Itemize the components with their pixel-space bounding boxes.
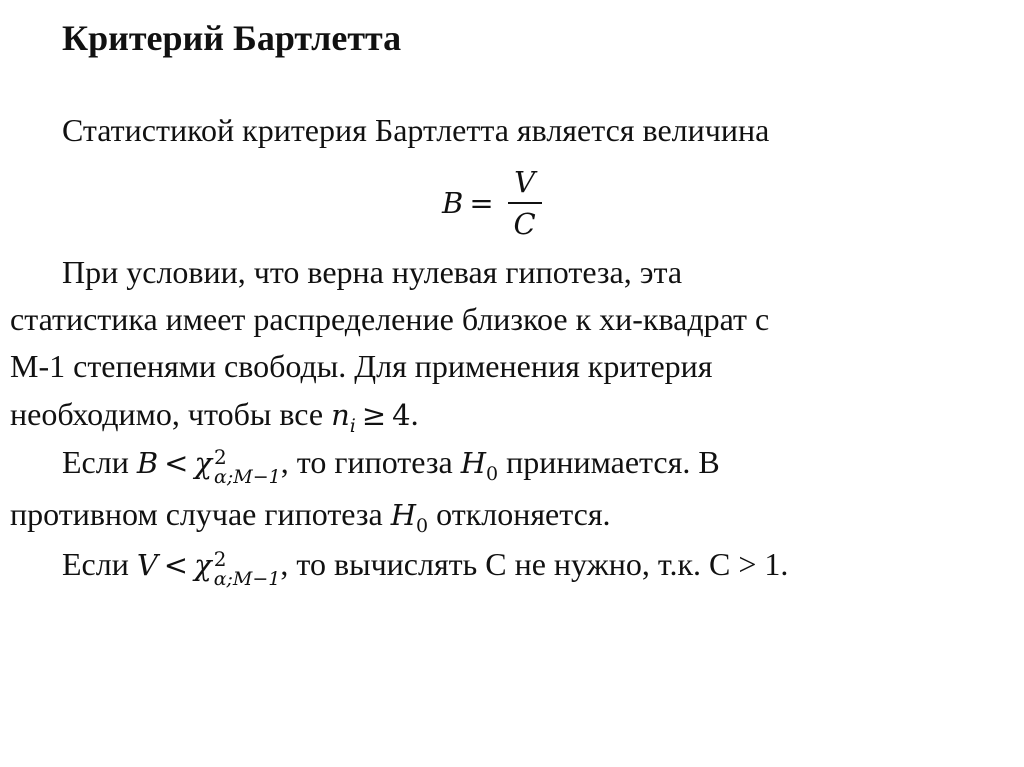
fraction-bar bbox=[508, 202, 542, 204]
rule2-chi: χ bbox=[194, 548, 212, 582]
bartlett-formula bbox=[442, 158, 542, 248]
para1-line2: статистика имеет распределение близкое к хи-квадрат с bbox=[10, 301, 770, 337]
para1-line1: При условии, что верна нулевая гипотеза, эта bbox=[62, 254, 683, 290]
formula-denominator: C bbox=[513, 207, 536, 241]
rule1-chi-sup: 2 bbox=[214, 445, 227, 469]
rule1-h-sub: 0 bbox=[485, 463, 499, 485]
var-n-subscript: i bbox=[349, 415, 356, 437]
rule2-var: V bbox=[136, 548, 158, 582]
rule1-chi-sub: α;M−1 bbox=[214, 466, 281, 488]
rule1-end: принимается. В bbox=[498, 444, 720, 480]
value-4: 4 bbox=[392, 398, 411, 432]
rule1-cont-line bbox=[10, 494, 1010, 546]
var-n: n bbox=[331, 398, 350, 432]
rule2-chi-indices bbox=[214, 549, 281, 589]
formula-equals: = bbox=[469, 186, 494, 220]
rule2-chi-sub: α;M−1 bbox=[213, 568, 281, 590]
rule1-cont-end: отклоняется. bbox=[428, 496, 611, 532]
para1-line4 bbox=[10, 394, 1010, 446]
para1-line4-end: . bbox=[410, 396, 419, 432]
rule1-chi: χ bbox=[194, 446, 213, 480]
rule1-line bbox=[10, 442, 1024, 494]
intro-text: Статистикой критерия Бартлетта является величина bbox=[62, 112, 770, 148]
rule1-prefix: Если bbox=[62, 444, 137, 480]
slide-title: Критерий Бартлетта bbox=[62, 18, 402, 58]
formula-numerator: V bbox=[514, 165, 536, 199]
rule1-cont-h: H bbox=[390, 498, 417, 532]
rule2-line bbox=[10, 544, 1024, 589]
rule1-var: B bbox=[136, 446, 159, 480]
rule2-prefix: Если bbox=[62, 546, 137, 582]
rule1-h: H bbox=[460, 446, 486, 480]
para1-line3: М-1 степенями свободы. Для применения критерия bbox=[10, 348, 713, 384]
para1-line4-text: необходимо, чтобы все bbox=[10, 396, 332, 432]
formula-fraction bbox=[508, 164, 542, 242]
rule1-cont-h-sub: 0 bbox=[416, 515, 429, 537]
rule1-mid: , то гипотеза bbox=[280, 444, 461, 480]
rule2-chi-sup: 2 bbox=[213, 547, 227, 571]
rule1-chi-indices bbox=[214, 447, 281, 487]
rule1-cont-prefix: противном случае гипотеза bbox=[10, 496, 391, 532]
rule2-end: , то вычислять С не нужно, т.к. С > 1. bbox=[280, 546, 789, 582]
rule2-less-than: < bbox=[163, 548, 189, 582]
rule1-less-than: < bbox=[164, 446, 189, 480]
formula-lhs: B bbox=[442, 186, 464, 220]
geq-operator: ≥ bbox=[361, 398, 387, 432]
